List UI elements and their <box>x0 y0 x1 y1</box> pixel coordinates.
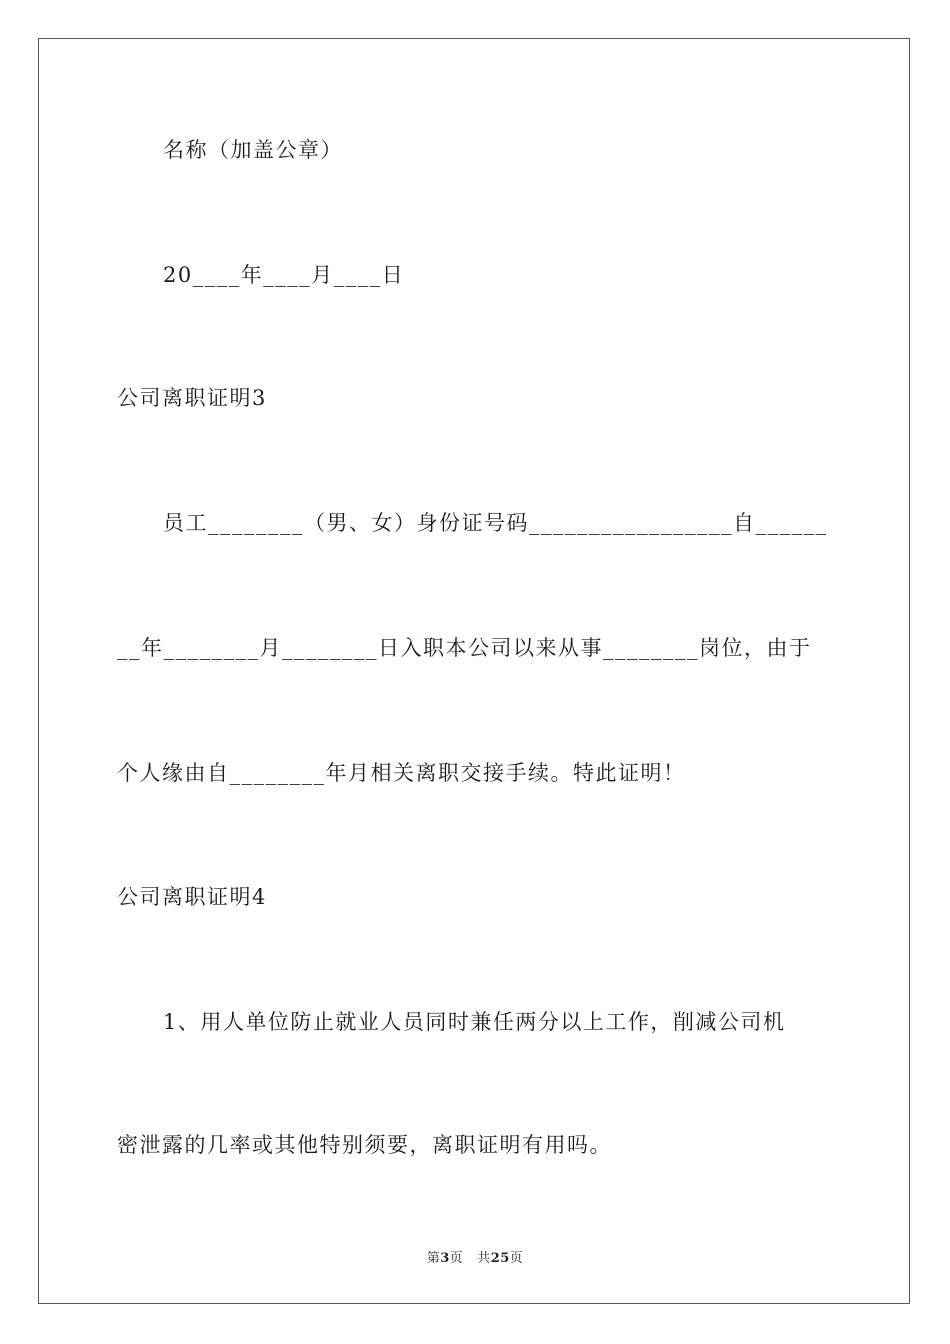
page-suffix: 页 <box>449 1251 464 1266</box>
section-heading-4: 公司离职证明4 <box>117 885 267 909</box>
paragraph-line: __年________月________日入职本公司以来从事________岗位，由于 <box>117 636 812 660</box>
page-prefix: 第 <box>426 1251 441 1266</box>
total-prefix: 共 <box>477 1251 491 1266</box>
paragraph-line: 个人缘由自________年月相关离职交接手续。特此证明！ <box>117 761 686 785</box>
seal-line: 名称（加盖公章） <box>163 138 343 162</box>
page-footer <box>0 1247 950 1266</box>
paragraph-line: 1、用人单位防止就业人员同时兼任两分以上工作，削减公司机 <box>163 1010 786 1034</box>
page-border <box>38 38 910 1304</box>
section-heading-3: 公司离职证明3 <box>117 386 267 410</box>
page-number: 3 <box>440 1251 450 1266</box>
paragraph-line: 员工________（男、女）身份证号码_________________自______ <box>163 511 828 535</box>
total-pages: 25 <box>490 1251 510 1266</box>
date-line: 20____年____月____日 <box>163 263 405 287</box>
paragraph-line: 密泄露的几率或其他特别须要，离职证明有用吗。 <box>117 1133 612 1157</box>
total-suffix: 页 <box>509 1251 524 1266</box>
